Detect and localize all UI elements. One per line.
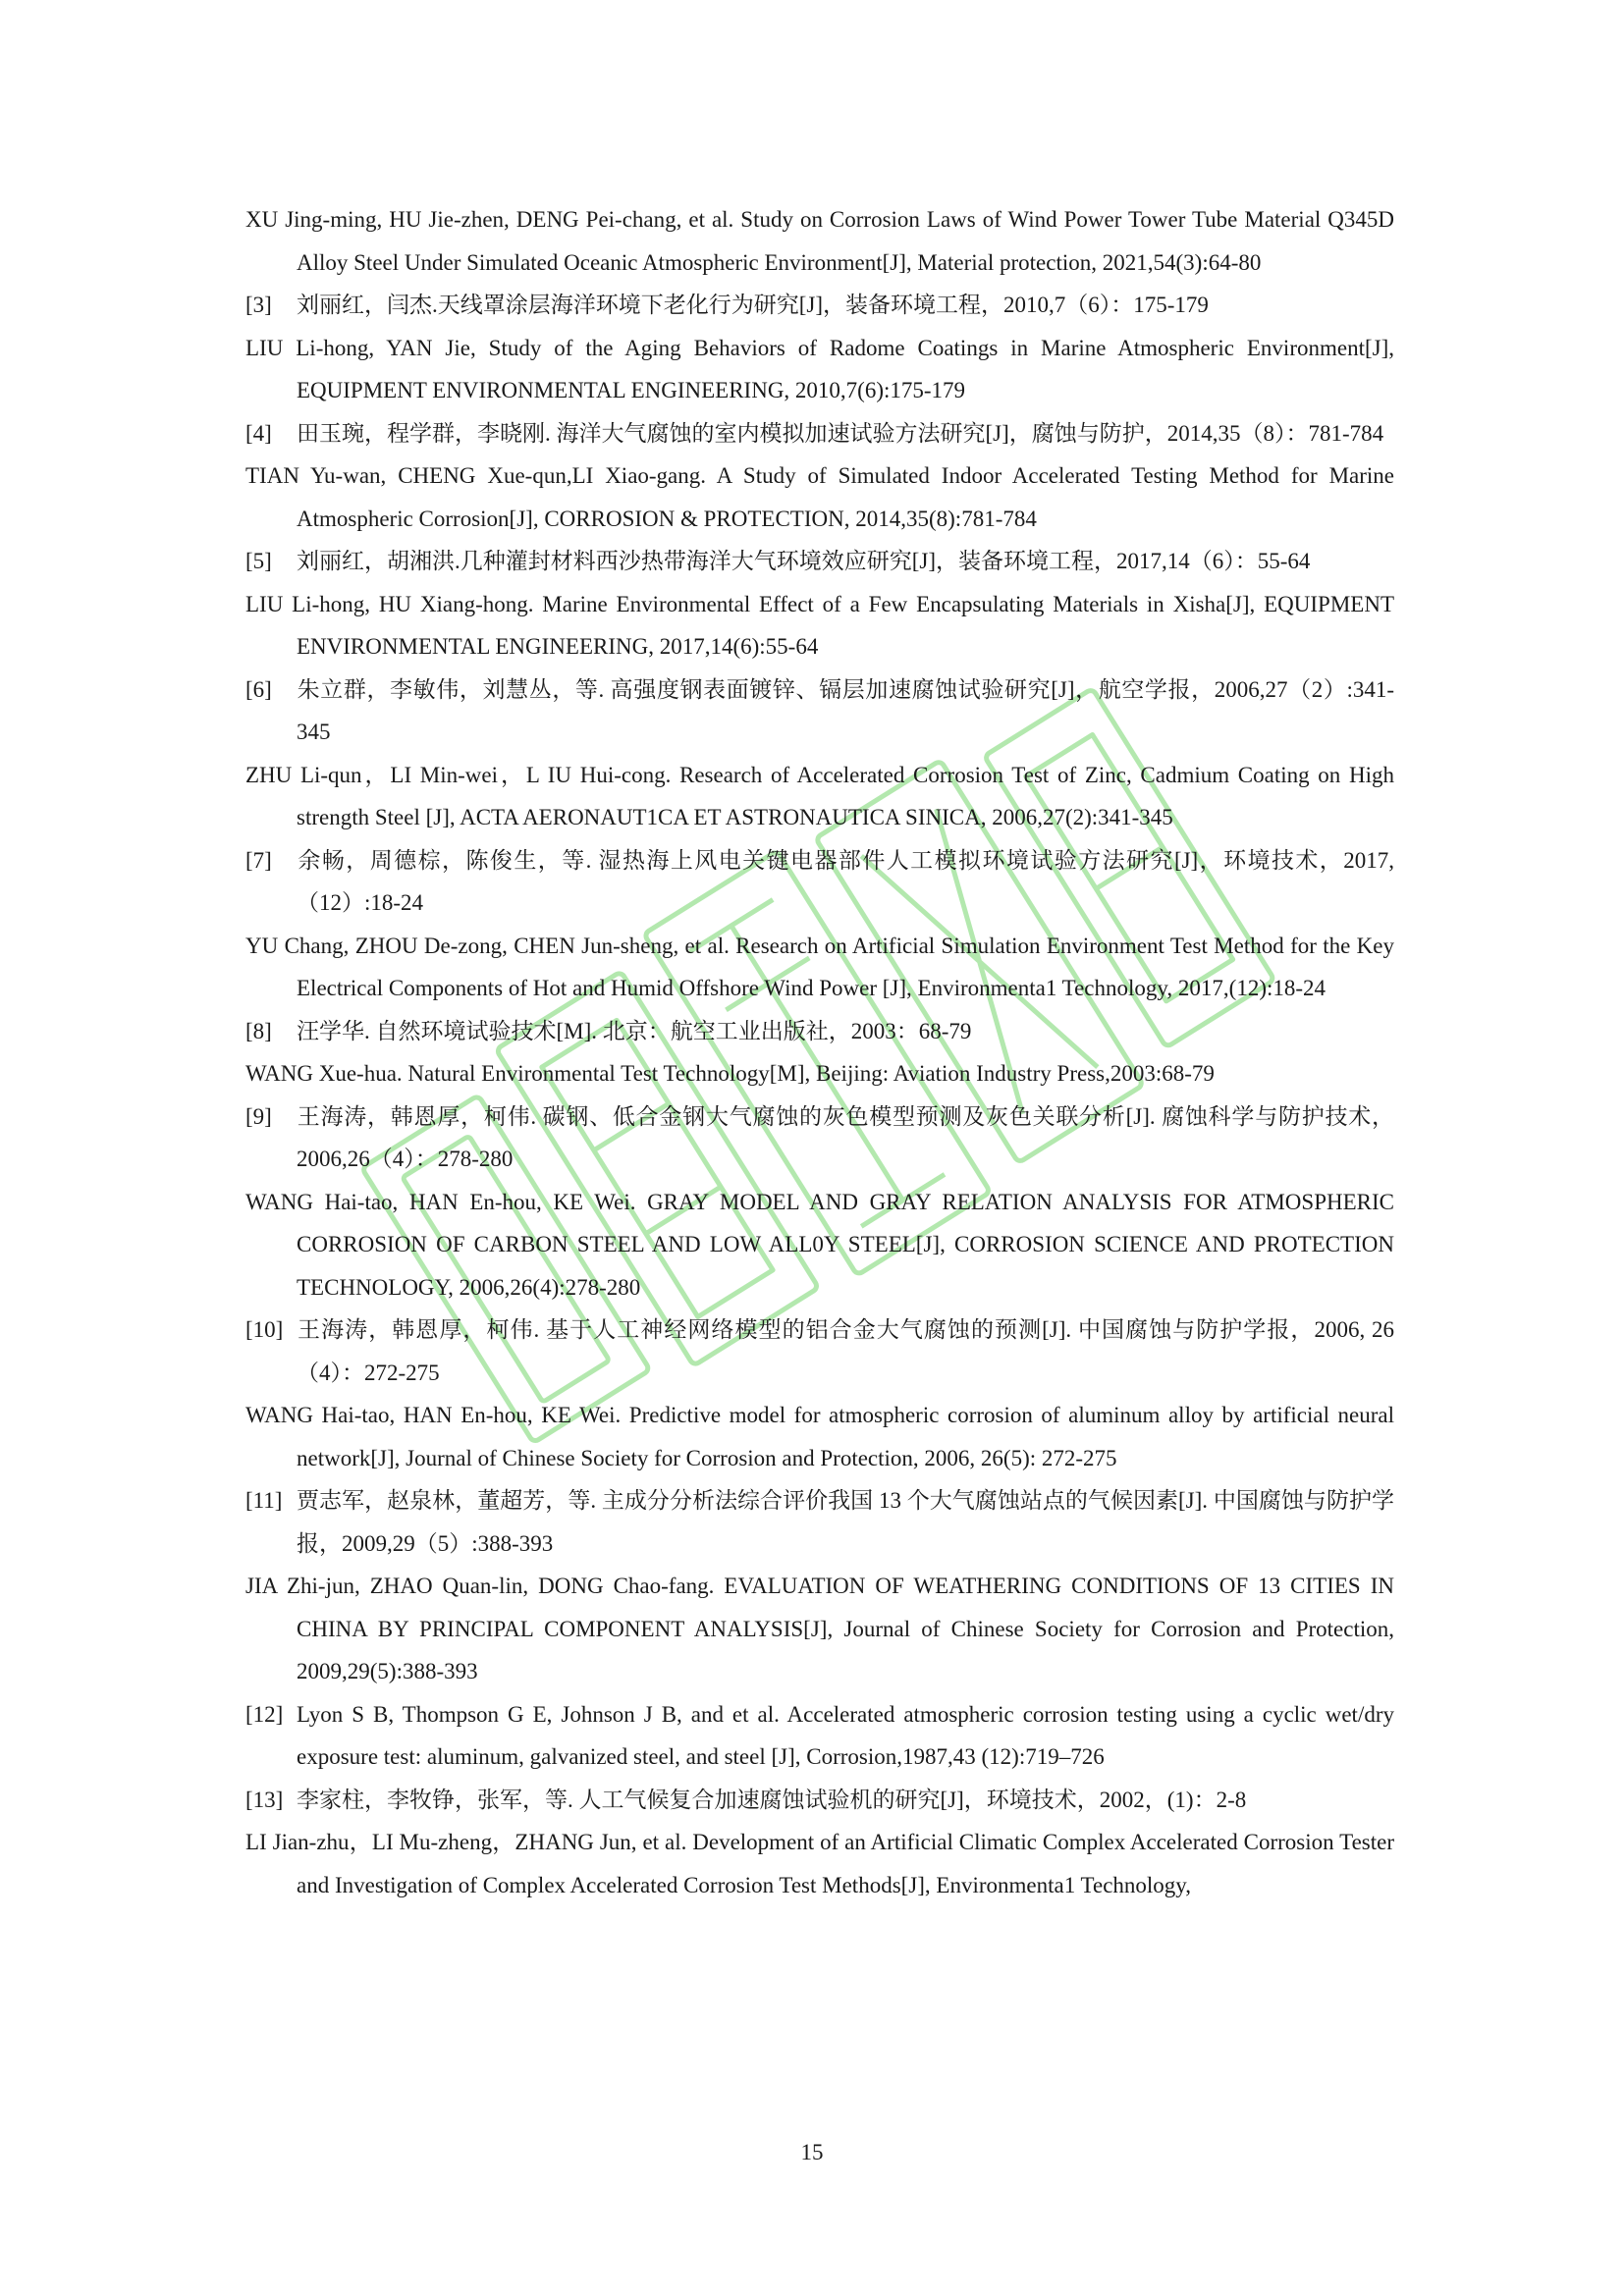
reference-text: WANG Xue-hua. Natural Environmental Test Technology[M], Beijing: Aviation Industry Press,2003:68-79 <box>245 1061 1215 1086</box>
reference-entry <box>245 754 1394 839</box>
reference-text: ZHU Li-qun，LI Min-wei，L IU Hui-cong. Research of Accelerated Corrosion Test of Zinc, Cadmium Coating on High strength Steel [J], ACTA AERONAUT1CA ET ASTRONAUTICA SINICA, 2006,27(2):341-345 <box>245 762 1394 829</box>
reference-number: [11] <box>245 1488 283 1513</box>
reference-entry <box>245 1095 1394 1181</box>
reference-text: 朱立群，李敏伟，刘慧丛，等. 高强度钢表面镀锌、镉层加速腐蚀试验研究[J]，航空学报，2006,27（2）:341-345 <box>297 676 1394 744</box>
reference-number: [7] <box>245 847 272 873</box>
reference-text: YU Chang, ZHOU De-zong, CHEN Jun-sheng, et al. Research on Artificial Simulation Environment Test Method for the Key Electrical Components of Hot and Humid Offshore Wind Power [J], Environmenta1 Technology, 2017,(12):18-24 <box>245 933 1394 1000</box>
reference-entry <box>245 1181 1394 1309</box>
reference-entry <box>245 1394 1394 1479</box>
page-number: 15 <box>800 2140 824 2164</box>
reference-entry <box>245 925 1394 1010</box>
reference-entry <box>245 284 1394 327</box>
reference-entry <box>245 540 1394 583</box>
reference-entry <box>245 454 1394 540</box>
reference-text: LIU Li-hong, YAN Jie, Study of the Aging Behaviors of Radome Coatings in Marine Atmospheric Environment[J], EQUIPMENT ENVIRONMENTAL ENGINEERING, 2010,7(6):175-179 <box>245 335 1394 402</box>
reference-entry <box>245 198 1394 284</box>
reference-number: [10] <box>245 1317 284 1342</box>
reference-number: [4] <box>245 420 272 446</box>
reference-text: LIU Li-hong, HU Xiang-hong. Marine Environmental Effect of a Few Encapsulating Materials in Xisha[J], EQUIPMENT ENVIRONMENTAL ENGINEERING, 2017,14(6):55-64 <box>245 591 1394 659</box>
reference-list <box>245 198 1394 1906</box>
reference-text: LI Jian-zhu，LI Mu-zheng，ZHANG Jun, et al. Development of an Artificial Climatic Complex Accelerated Corrosion Tester and Investigation of Complex Accelerated Corrosion Test Methods[J], Environmenta1 Technology, <box>245 1830 1394 1897</box>
reference-entry <box>245 1052 1394 1095</box>
reference-number: [12] <box>245 1701 284 1727</box>
reference-text: WANG Hai-tao, HAN En-hou, KE Wei. Predictive model for atmospheric corrosion of aluminum alloy by artificial neural network[J], Journal of Chinese Society for Corrosion and Protection, 2006, 26(5): 272-275 <box>245 1403 1394 1470</box>
reference-text: WANG Hai-tao, HAN En-hou, KE Wei. GRAY MODEL AND GRAY RELATION ANALYSIS FOR ATMOSPHERIC CORROSION OF CARBON STEEL AND LOW ALL0Y STEEL[J], CORROSION SCIENCE AND PROTECTION TECHNOLOGY, 2006,26(4):278-280 <box>245 1189 1394 1300</box>
reference-entry <box>245 583 1394 668</box>
reference-entry <box>245 412 1394 455</box>
reference-text: 田玉琬，程学群，李晓刚. 海洋大气腐蚀的室内模拟加速试验方法研究[J]，腐蚀与防护，2014,35（8）：781-784 <box>297 420 1384 446</box>
reference-text: XU Jing-ming, HU Jie-zhen, DENG Pei-chang, et al. Study on Corrosion Laws of Wind Power Tower Tube Material Q345D Alloy Steel Under Simulated Oceanic Atmospheric Environment[J], Material protection, 2021,54(3):64-80 <box>245 207 1394 275</box>
reference-number: [9] <box>245 1103 272 1129</box>
reference-number: [13] <box>245 1787 284 1812</box>
reference-entry <box>245 1308 1394 1394</box>
reference-text: 刘丽红，闫杰.天线罩涂层海洋环境下老化行为研究[J]，装备环境工程，2010,7（6）：175-179 <box>297 293 1209 317</box>
reference-text: 汪学华. 自然环境试验技术[M]. 北京：航空工业出版社，2003：68-79 <box>297 1018 972 1043</box>
reference-number: [5] <box>245 549 272 573</box>
reference-entry <box>245 1821 1394 1906</box>
reference-entry <box>245 327 1394 412</box>
reference-text: 贾志军，赵泉林，董超芳，等. 主成分分析法综合评价我国 13 个大气腐蚀站点的气候因素[J]. 中国腐蚀与防护学报，2009,29（5）:388-393 <box>297 1488 1394 1556</box>
reference-entry <box>245 1565 1394 1693</box>
reference-entry <box>245 668 1394 754</box>
reference-number: [8] <box>245 1018 272 1043</box>
reference-text: 余畅，周德棕，陈俊生，等. 湿热海上风电关键电器部件人工模拟环境试验方法研究[J]，环境技术，2017,（12）:18-24 <box>297 847 1394 915</box>
reference-number: [6] <box>245 676 272 702</box>
reference-text: JIA Zhi-jun, ZHAO Quan-lin, DONG Chao-fang. EVALUATION OF WEATHERING CONDITIONS OF 13 CITIES IN CHINA BY PRINCIPAL COMPONENT ANALYSIS[J], Journal of Chinese Society for Corrosion and Protection, 2009,29(5):388-393 <box>245 1574 1394 1683</box>
reference-entry <box>245 1010 1394 1053</box>
reference-entry <box>245 1693 1394 1779</box>
reference-entry <box>245 1779 1394 1822</box>
reference-text: 王海涛，韩恩厚，柯伟. 碳钢、低合金钢大气腐蚀的灰色模型预测及灰色关联分析[J]. 腐蚀科学与防护技术，2006,26（4）：278-280 <box>297 1103 1394 1171</box>
reference-number: [3] <box>245 293 272 317</box>
reference-entry <box>245 839 1394 925</box>
reference-text: TIAN Yu-wan, CHENG Xue-qun,LI Xiao-gang. A Study of Simulated Indoor Accelerated Testing Method for Marine Atmospheric Corrosion[J], CORROSION & PROTECTION, 2014,35(8):781-784 <box>245 463 1394 531</box>
reference-text: 刘丽红，胡湘洪.几种灌封材料西沙热带海洋大气环境效应研究[J]，装备环境工程，2017,14（6）：55-64 <box>297 549 1311 573</box>
reference-entry <box>245 1479 1394 1565</box>
reference-text: 王海涛，韩恩厚，柯伟. 基于人工神经网络模型的铝合金大气腐蚀的预测[J]. 中国腐蚀与防护学报，2006, 26（4）：272-275 <box>297 1317 1394 1385</box>
reference-text: 李家柱，李牧铮，张军，等. 人工气候复合加速腐蚀试验机的研究[J]，环境技术，2002，(1)：2-8 <box>297 1787 1247 1812</box>
reference-text: Lyon S B, Thompson G E, Johnson J B, and et al. Accelerated atmospheric corrosion testing using a cyclic wet/dry exposure test: aluminum, galvanized steel, and steel [J], Corrosion,1987,43 (12):719–726 <box>297 1701 1394 1769</box>
